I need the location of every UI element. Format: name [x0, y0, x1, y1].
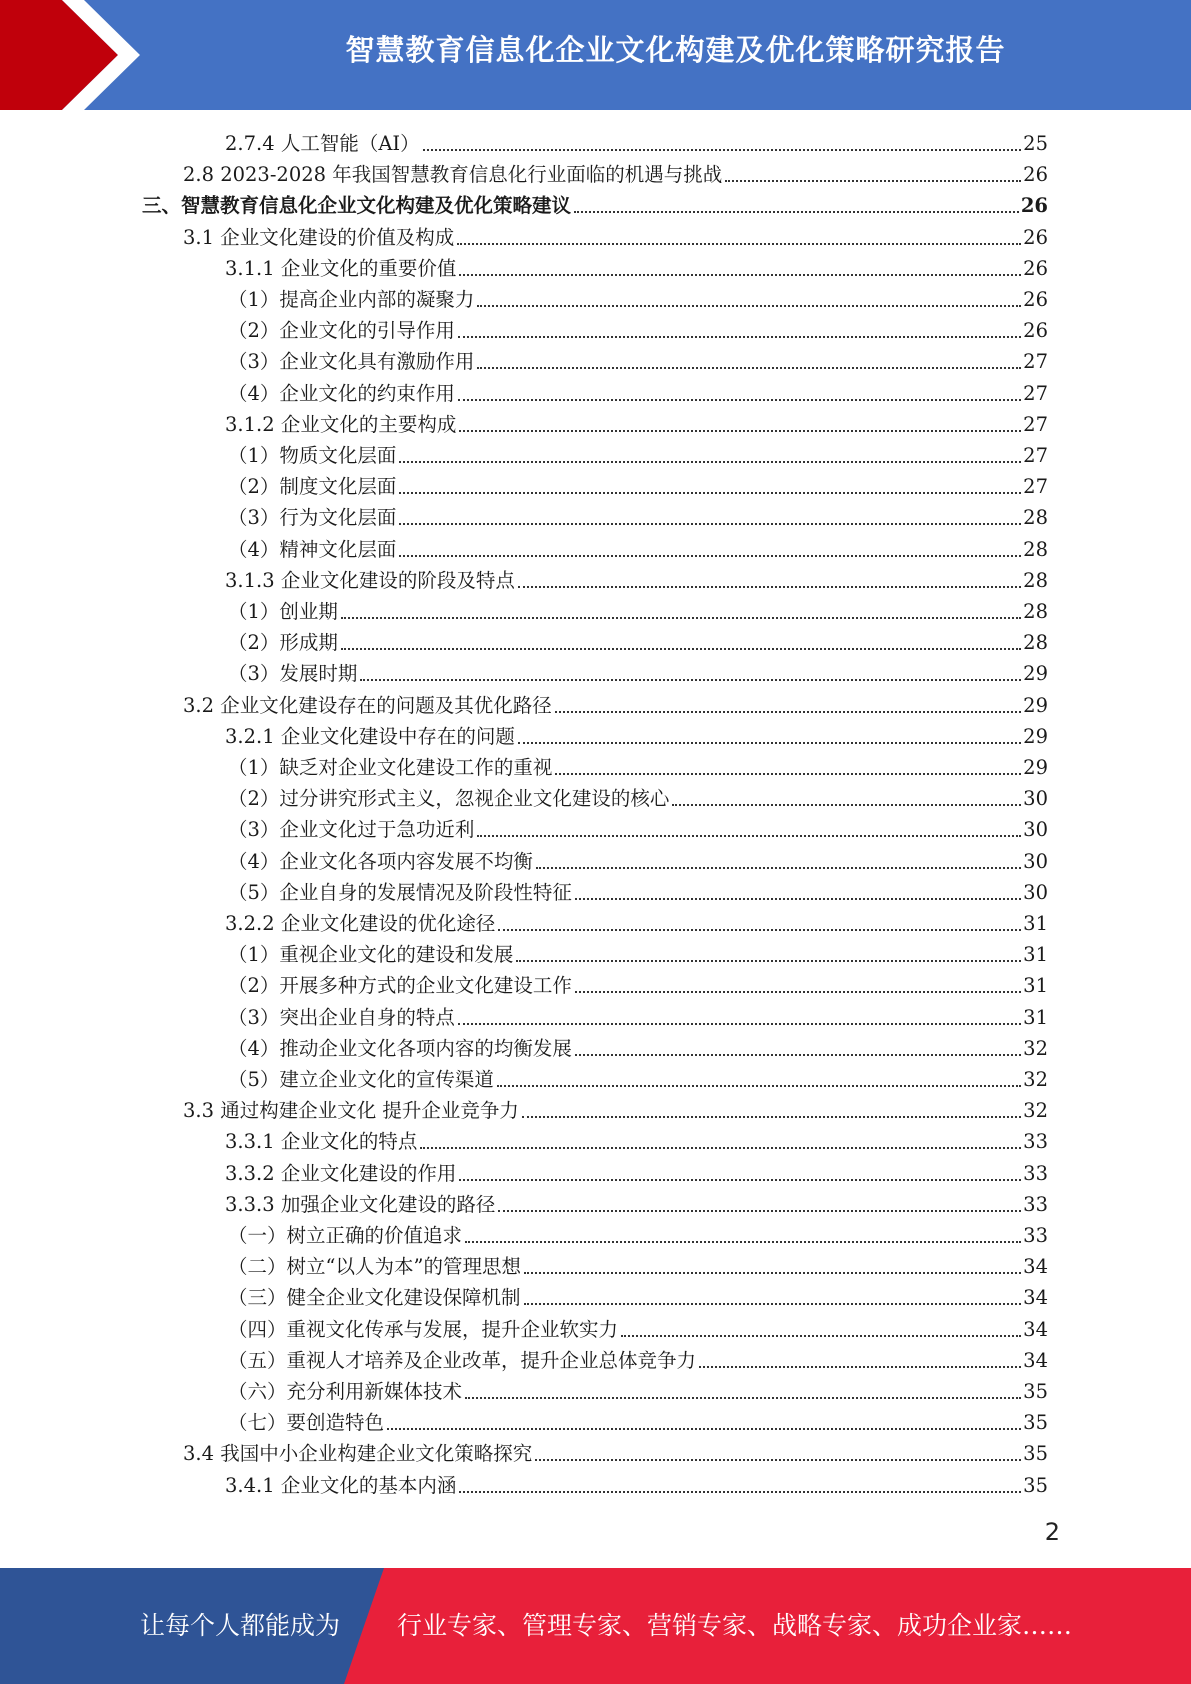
toc-entry-page: 35 — [1023, 1442, 1048, 1466]
toc-entry[interactable] — [228, 783, 1048, 814]
toc-entry-page: 28 — [1023, 506, 1048, 530]
toc-dot-leader — [536, 867, 1021, 869]
toc-dot-leader — [458, 399, 1021, 401]
toc-entry[interactable] — [228, 1407, 1048, 1438]
toc-entry-page: 35 — [1023, 1473, 1048, 1497]
toc-entry[interactable] — [228, 346, 1048, 377]
toc-entry[interactable] — [228, 846, 1048, 877]
toc-entry-label: 3.3.2 企业文化建设的作用 — [225, 1161, 457, 1185]
toc-entry[interactable] — [225, 409, 1048, 440]
toc-entry-label: （1）创业期 — [228, 600, 338, 623]
toc-entry-label: 3.2 企业文化建设存在的问题及其优化路径 — [183, 693, 552, 717]
toc-entry[interactable] — [228, 596, 1048, 627]
toc-entry[interactable] — [183, 159, 1048, 190]
toc-entry[interactable] — [228, 315, 1048, 346]
toc-entry[interactable] — [225, 1126, 1048, 1157]
toc-dot-leader — [516, 960, 1021, 962]
toc-entry-label: （5）建立企业文化的宣传渠道 — [228, 1068, 494, 1091]
toc-entry-label: （4）企业文化的约束作用 — [228, 381, 455, 405]
toc-entry-page: 35 — [1023, 1411, 1048, 1435]
toc-entry-page: 27 — [1023, 350, 1048, 374]
toc-entry-page: 34 — [1023, 1286, 1048, 1310]
toc-entry-page: 33 — [1023, 1130, 1048, 1154]
toc-entry-page: 26 — [1023, 225, 1048, 249]
toc-entry[interactable] — [225, 565, 1048, 596]
toc-entry-label: （2）制度文化层面 — [228, 475, 397, 499]
toc-entry[interactable] — [228, 534, 1048, 565]
toc-entry-label: （5）企业自身的发展情况及阶段性特征 — [228, 880, 572, 904]
toc-entry-label: （1）缺乏对企业文化建设工作的重视 — [228, 756, 553, 779]
toc-entry-page: 27 — [1023, 381, 1048, 405]
toc-dot-leader — [725, 180, 1021, 182]
toc-entry-page: 33 — [1023, 1192, 1048, 1216]
toc-entry[interactable] — [183, 1095, 1048, 1126]
toc-dot-leader — [465, 1397, 1021, 1399]
toc-entry-label: （1）重视企业文化的建设和发展 — [228, 943, 514, 967]
toc-dot-leader — [477, 367, 1021, 369]
toc-entry-label: （4）企业文化各项内容发展不均衡 — [228, 849, 533, 873]
toc-entry-page: 31 — [1023, 974, 1048, 998]
toc-entry-page: 28 — [1023, 631, 1048, 655]
toc-dot-leader — [555, 711, 1021, 713]
toc-entry-page: 28 — [1023, 600, 1048, 623]
toc-dot-leader — [399, 492, 1021, 494]
toc-entry[interactable] — [228, 471, 1048, 502]
toc-entry-page: 32 — [1023, 1036, 1048, 1060]
toc-entry-page: 26 — [1023, 288, 1048, 311]
toc-dot-leader — [457, 243, 1021, 245]
toc-dot-leader — [524, 1303, 1022, 1305]
toc-dot-leader — [399, 523, 1021, 525]
toc-entry-label: （1）提高企业内部的凝聚力 — [228, 288, 475, 311]
toc-entry[interactable] — [225, 1470, 1048, 1501]
toc-entry-page: 31 — [1023, 912, 1048, 935]
toc-dot-leader — [459, 430, 1021, 432]
toc-entry[interactable] — [183, 1438, 1048, 1469]
toc-entry-label: 3.1.1 企业文化的重要价值 — [225, 256, 457, 280]
toc-entry-label: 三、智慧教育信息化企业文化构建及优化策略建议 — [142, 194, 572, 218]
toc-dot-leader — [498, 1210, 1021, 1212]
toc-dot-leader — [672, 804, 1021, 806]
toc-entry[interactable] — [228, 1282, 1048, 1313]
toc-entry-page: 29 — [1023, 693, 1048, 717]
toc-dot-leader — [465, 1241, 1021, 1243]
toc-entry-page: 26 — [1023, 163, 1048, 187]
toc-dot-leader — [387, 1428, 1021, 1430]
toc-dot-leader — [555, 773, 1021, 775]
toc-entry-label: （2）过分讲究形式主义，忽视企业文化建设的核心 — [228, 787, 670, 811]
toc-entry[interactable] — [228, 1345, 1048, 1376]
toc-entry-label: 3.3.3 加强企业文化建设的路径 — [225, 1192, 496, 1216]
toc-entry-label: 2.8 2023-2028 年我国智慧教育信息化行业面临的机遇与挑战 — [183, 163, 723, 187]
toc-entry-page: 30 — [1023, 880, 1048, 904]
report-title: 智慧教育信息化企业文化构建及优化策略研究报告 — [345, 33, 1006, 67]
toc-entry[interactable] — [228, 939, 1048, 970]
toc-entry-label: （1）物质文化层面 — [228, 444, 397, 467]
toc-entry-page: 35 — [1023, 1380, 1048, 1403]
toc-entry-label: （四）重视文化传承与发展，提升企业软实力 — [228, 1317, 619, 1341]
toc-entry-label: 3.1.2 企业文化的主要构成 — [225, 412, 457, 436]
toc-entry-label: 3.1.3 企业文化建设的阶段及特点 — [225, 568, 515, 592]
toc-entry[interactable] — [225, 721, 1048, 752]
toc-dot-leader — [497, 1085, 1021, 1087]
toc-entry[interactable] — [228, 502, 1048, 533]
toc-entry-label: 3.3 通过构建企业文化 提升企业竞争力 — [183, 1099, 519, 1123]
toc-entry-page: 34 — [1023, 1255, 1048, 1279]
toc-dot-leader — [459, 1179, 1021, 1181]
toc-dot-leader — [399, 555, 1021, 557]
toc-entry-page: 33 — [1023, 1224, 1048, 1247]
toc-entry[interactable] — [228, 814, 1048, 845]
toc-entry-page: 33 — [1023, 1161, 1048, 1185]
toc-entry-label: 3.4 我国中小企业构建企业文化策略探究 — [183, 1442, 533, 1466]
toc-entry-label: （三）健全企业文化建设保障机制 — [228, 1286, 521, 1310]
toc-entry-page: 28 — [1023, 537, 1048, 561]
toc-entry-label: （3）企业文化过于急功近利 — [228, 818, 475, 842]
toc-dot-leader — [522, 1116, 1021, 1118]
toc-entry[interactable] — [228, 1033, 1048, 1064]
toc-entry-page: 32 — [1023, 1068, 1048, 1091]
toc-entry[interactable] — [228, 1002, 1048, 1033]
toc-entry[interactable] — [228, 284, 1048, 315]
toc-dot-leader — [458, 336, 1021, 338]
toc-dot-leader — [621, 1335, 1021, 1337]
toc-entry-page: 30 — [1023, 787, 1048, 811]
toc-entry[interactable] — [228, 752, 1048, 783]
toc-dot-leader — [341, 617, 1021, 619]
toc-dot-leader — [575, 898, 1021, 900]
toc-entry[interactable] — [183, 690, 1048, 721]
header-banner — [0, 0, 1191, 110]
toc-entry-page: 31 — [1023, 943, 1048, 967]
red-arrow-icon — [0, 0, 150, 110]
toc-entry-label: （3）突出企业自身的特点 — [228, 1005, 455, 1029]
toc-entry[interactable] — [228, 658, 1048, 689]
page-number: 2 — [1044, 1518, 1060, 1546]
toc-entry-label: （3）行为文化层面 — [228, 506, 397, 530]
toc-entry-page: 30 — [1023, 818, 1048, 842]
toc-entry-page: 29 — [1023, 756, 1048, 779]
toc-dot-leader — [459, 1491, 1021, 1493]
toc-dot-leader — [360, 679, 1021, 681]
toc-entry-label: 3.2.2 企业文化建设的优化途径 — [225, 912, 496, 935]
toc-entry[interactable] — [228, 1251, 1048, 1282]
toc-entry[interactable] — [225, 1158, 1048, 1189]
toc-entry[interactable] — [228, 627, 1048, 658]
toc-entry-page: 27 — [1023, 444, 1048, 467]
toc-entry-page: 27 — [1023, 475, 1048, 499]
toc-entry-page: 34 — [1023, 1348, 1048, 1372]
toc-dot-leader — [477, 835, 1021, 837]
toc-entry-page: 29 — [1023, 724, 1048, 748]
toc-dot-leader — [420, 1147, 1021, 1149]
toc-dot-leader — [518, 586, 1021, 588]
footer-slogan-right: 行业专家、管理专家、营销专家、战略专家、成功企业家…… — [397, 1611, 1073, 1640]
toc-dot-leader — [498, 929, 1021, 931]
toc-dot-leader — [399, 461, 1021, 463]
toc-dot-leader — [459, 274, 1021, 276]
toc-entry-page: 29 — [1023, 662, 1048, 686]
toc-entry-page: 27 — [1023, 412, 1048, 436]
toc-dot-leader — [699, 1366, 1021, 1368]
toc-entry[interactable] — [225, 128, 1048, 159]
toc-dot-leader — [524, 1272, 1021, 1274]
toc-entry-page: 32 — [1023, 1099, 1048, 1123]
toc-entry-page: 26 — [1023, 319, 1048, 343]
toc-entry-page: 26 — [1023, 256, 1048, 280]
toc-entry-label: 3.1 企业文化建设的价值及构成 — [183, 225, 455, 249]
toc-entry[interactable] — [228, 1064, 1048, 1095]
toc-dot-leader — [518, 742, 1021, 744]
toc-dot-leader — [477, 305, 1021, 307]
footer-slogan-left: 让每个人都能成为 — [140, 1611, 341, 1640]
toc-entry-label: （3）发展时期 — [228, 662, 358, 686]
toc-entry-label: （2）开展多种方式的企业文化建设工作 — [228, 974, 572, 998]
toc-entry[interactable] — [225, 908, 1048, 939]
toc-entry[interactable] — [228, 440, 1048, 471]
toc-entry[interactable] — [228, 877, 1048, 908]
toc-entry-label: 3.2.1 企业文化建设中存在的问题 — [225, 724, 515, 748]
toc-entry[interactable] — [183, 222, 1048, 253]
footer-banner — [0, 1568, 1191, 1684]
toc-entry-page: 26 — [1020, 194, 1048, 218]
toc-entry[interactable] — [228, 378, 1048, 409]
toc-entry[interactable] — [225, 253, 1048, 284]
toc-entry-label: 3.4.1 企业文化的基本内涵 — [225, 1473, 457, 1497]
toc-entry-page: 28 — [1023, 568, 1048, 592]
toc-dot-leader — [458, 1023, 1021, 1025]
toc-entry-label: （二）树立“以人为本”的管理思想 — [228, 1255, 521, 1279]
toc-entry-label: （4）精神文化层面 — [228, 537, 397, 561]
toc-entry-label: （3）企业文化具有激励作用 — [228, 350, 475, 374]
toc-entry[interactable] — [142, 190, 1048, 221]
toc-entry[interactable] — [228, 1376, 1048, 1407]
toc-entry[interactable] — [228, 1314, 1048, 1345]
toc-dot-leader — [574, 211, 1019, 213]
toc-entry-page: 25 — [1023, 132, 1048, 155]
toc-entry-label: 2.7.4 人工智能（AI） — [225, 132, 420, 155]
toc-entry[interactable] — [228, 970, 1048, 1001]
toc-entry-label: （六）充分利用新媒体技术 — [228, 1380, 463, 1403]
toc-entry-label: （4）推动企业文化各项内容的均衡发展 — [228, 1036, 572, 1060]
toc-dot-leader — [575, 1054, 1021, 1056]
toc-entry-label: （七）要创造特色 — [228, 1411, 385, 1435]
toc-entry[interactable] — [225, 1189, 1048, 1220]
toc-entry-page: 31 — [1023, 1005, 1048, 1029]
toc-dot-leader — [341, 648, 1021, 650]
toc-entry[interactable] — [228, 1220, 1048, 1251]
toc-dot-leader — [423, 149, 1022, 151]
toc-entry-label: （2）形成期 — [228, 631, 338, 655]
toc-entry-page: 30 — [1023, 849, 1048, 873]
toc-entry-label: （五）重视人才培养及企业改革，提升企业总体竞争力 — [228, 1348, 697, 1372]
toc-dot-leader — [535, 1459, 1021, 1461]
toc-entry-label: （一）树立正确的价值追求 — [228, 1224, 463, 1247]
toc-dot-leader — [575, 991, 1021, 993]
toc-entry-label: （2）企业文化的引导作用 — [228, 319, 455, 343]
toc-entry-label: 3.3.1 企业文化的特点 — [225, 1130, 418, 1154]
toc-entry-page: 34 — [1023, 1317, 1048, 1341]
